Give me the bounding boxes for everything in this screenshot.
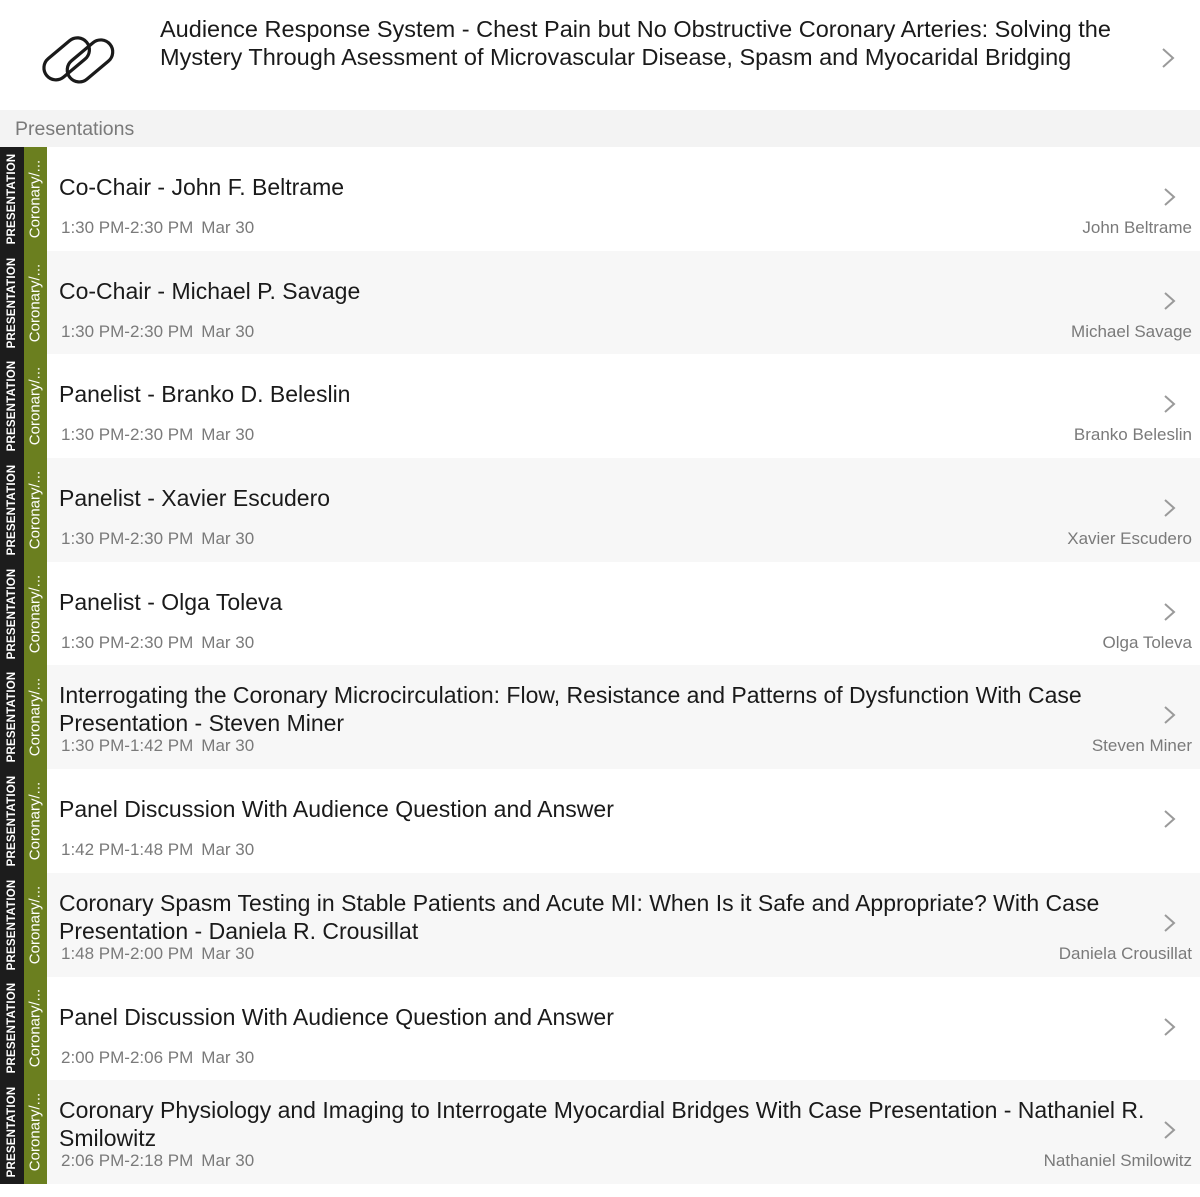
type-tag xyxy=(0,665,24,769)
chevron-right-icon xyxy=(1160,47,1176,69)
list-item[interactable] xyxy=(0,562,1200,666)
chevron-right-icon xyxy=(1162,1017,1176,1037)
topic-tag-label: Coronary/... xyxy=(26,470,44,550)
type-tag xyxy=(0,251,24,355)
topic-tag-label: Coronary/... xyxy=(26,263,44,342)
presentation-time xyxy=(61,529,254,549)
date: Mar 30 xyxy=(201,321,255,341)
topic-tag xyxy=(24,769,47,873)
chevron-right-icon xyxy=(1162,187,1176,207)
topic-tag xyxy=(24,251,47,355)
type-tag-label: PRESENTATION xyxy=(6,1086,18,1178)
section-label: Presentations xyxy=(15,118,135,140)
list-item[interactable] xyxy=(0,458,1200,562)
presentation-title: Interrogating the Coronary Microcirculation: Flow, Resistance and Patterns of Dysfunction With Case Presentation - Steven Miner xyxy=(59,682,1082,737)
session-title: Audience Response System - Chest Pain but No Obstructive Coronary Arteries: Solving the Mystery Through Asessment of Microvascular Disease, Spasm and Myocaridal Bridging xyxy=(160,16,1111,70)
topic-tag-label: Coronary/... xyxy=(26,989,44,1068)
presentation-time xyxy=(61,944,254,964)
session-header[interactable] xyxy=(0,0,1200,110)
presentation-time xyxy=(61,322,254,342)
presentation-time xyxy=(61,218,254,238)
speaker-name: Daniela Crousillat xyxy=(1058,943,1192,963)
topic-tag xyxy=(24,977,47,1081)
topic-tag-label: Coronary/... xyxy=(26,367,44,446)
presentation-title: Panel Discussion With Audience Question and Answer xyxy=(59,796,614,823)
link-icon xyxy=(36,28,120,88)
speaker-name: Michael Savage xyxy=(1071,321,1192,341)
topic-tag-label: Coronary/... xyxy=(26,159,44,239)
speaker-name: Xavier Escudero xyxy=(1067,529,1192,549)
type-tag-label: PRESENTATION xyxy=(6,982,18,1074)
date: Mar 30 xyxy=(201,529,255,549)
type-tag-label: PRESENTATION xyxy=(6,879,18,971)
presentation-title: Panelist - Olga Toleva xyxy=(59,588,283,615)
presentation-title: Panel Discussion With Audience Question and Answer xyxy=(59,1003,614,1030)
speaker-name: John Beltrame xyxy=(1082,218,1192,237)
date: Mar 30 xyxy=(201,1151,255,1171)
presentation-time xyxy=(61,633,254,653)
time-range: 1:48 PM-2:00 PM xyxy=(61,943,194,963)
presentation-time xyxy=(61,840,254,860)
section-header xyxy=(0,110,1200,147)
list-item[interactable] xyxy=(0,1080,1200,1184)
type-tag xyxy=(0,458,24,562)
date: Mar 30 xyxy=(201,1047,255,1067)
topic-tag-label: Coronary/... xyxy=(26,885,44,964)
time-range: 1:42 PM-1:48 PM xyxy=(61,840,194,860)
chevron-right-icon xyxy=(1162,1120,1176,1140)
presentation-title: Coronary Spasm Testing in Stable Patients and Acute MI: When Is it Safe and Appropriate? With Case Presentation - Daniela R. Crousillat xyxy=(59,889,1100,944)
topic-tag xyxy=(24,1080,47,1184)
time-range: 2:00 PM-2:06 PM xyxy=(61,1047,194,1067)
topic-tag-label: Coronary/... xyxy=(26,1092,44,1172)
list-item[interactable] xyxy=(0,147,1200,251)
list-item[interactable] xyxy=(0,354,1200,458)
date: Mar 30 xyxy=(201,943,255,963)
speaker-name: Branko Beleslin xyxy=(1073,425,1192,445)
type-tag xyxy=(0,147,24,251)
presentation-title: Panelist - Branko D. Beleslin xyxy=(59,381,351,408)
time-range: 2:06 PM-2:18 PM xyxy=(61,1151,194,1171)
list-item[interactable] xyxy=(0,873,1200,977)
chevron-right-icon xyxy=(1162,291,1176,311)
chevron-right-icon xyxy=(1162,809,1176,829)
topic-tag xyxy=(24,147,47,251)
topic-tag-label: Coronary/... xyxy=(26,574,44,653)
presentation-title: Coronary Physiology and Imaging to Interrogate Myocardial Bridges With Case Presentation - Nathaniel R. Smilowitz xyxy=(59,1097,1145,1152)
date: Mar 30 xyxy=(201,736,255,756)
type-tag-label: PRESENTATION xyxy=(6,671,18,763)
topic-tag xyxy=(24,873,47,977)
time-range: 1:30 PM-2:30 PM xyxy=(61,529,194,549)
date: Mar 30 xyxy=(201,218,255,237)
list-item[interactable] xyxy=(0,769,1200,873)
type-tag-label: PRESENTATION xyxy=(6,153,18,245)
topic-tag-label: Coronary/... xyxy=(26,781,44,861)
type-tag xyxy=(0,977,24,1081)
topic-tag xyxy=(24,458,47,562)
date: Mar 30 xyxy=(201,840,255,860)
presentation-time xyxy=(61,1048,254,1068)
time-range: 1:30 PM-2:30 PM xyxy=(61,218,194,237)
type-tag-label: PRESENTATION xyxy=(6,257,18,348)
date: Mar 30 xyxy=(201,632,255,652)
chevron-right-icon xyxy=(1162,705,1176,725)
type-tag-label: PRESENTATION xyxy=(6,360,18,452)
topic-tag xyxy=(24,354,47,458)
topic-tag-label: Coronary/... xyxy=(26,678,44,757)
list-item[interactable] xyxy=(0,251,1200,355)
chevron-right-icon xyxy=(1162,498,1176,518)
type-tag xyxy=(0,1080,24,1184)
presentation-title: Co-Chair - John F. Beltrame xyxy=(59,174,345,200)
presentation-time xyxy=(61,736,254,756)
chevron-right-icon xyxy=(1162,602,1176,622)
type-tag xyxy=(0,354,24,458)
speaker-name: Steven Miner xyxy=(1091,736,1192,756)
time-range: 1:30 PM-2:30 PM xyxy=(61,425,194,445)
type-tag xyxy=(0,873,24,977)
time-range: 1:30 PM-2:30 PM xyxy=(61,632,194,652)
list-item[interactable] xyxy=(0,977,1200,1081)
time-range: 1:30 PM-2:30 PM xyxy=(61,321,194,341)
chevron-right-icon xyxy=(1162,394,1176,414)
topic-tag xyxy=(24,562,47,666)
speaker-name: Olga Toleva xyxy=(1102,632,1192,652)
type-tag-label: PRESENTATION xyxy=(6,464,18,556)
type-tag-label: PRESENTATION xyxy=(6,775,18,867)
topic-tag xyxy=(24,665,47,769)
type-tag-label: PRESENTATION xyxy=(6,568,18,659)
presentation-title: Co-Chair - Michael P. Savage xyxy=(59,277,361,304)
speaker-name: Nathaniel Smilowitz xyxy=(1043,1151,1192,1171)
time-range: 1:30 PM-1:42 PM xyxy=(61,736,194,756)
type-tag xyxy=(0,562,24,666)
presentation-time xyxy=(61,1151,254,1171)
presentation-title: Panelist - Xavier Escudero xyxy=(59,485,331,512)
presentation-list xyxy=(0,147,1200,1184)
chevron-right-icon xyxy=(1162,913,1176,933)
type-tag xyxy=(0,769,24,873)
list-item[interactable] xyxy=(0,665,1200,769)
date: Mar 30 xyxy=(201,425,255,445)
presentation-time xyxy=(61,425,254,445)
